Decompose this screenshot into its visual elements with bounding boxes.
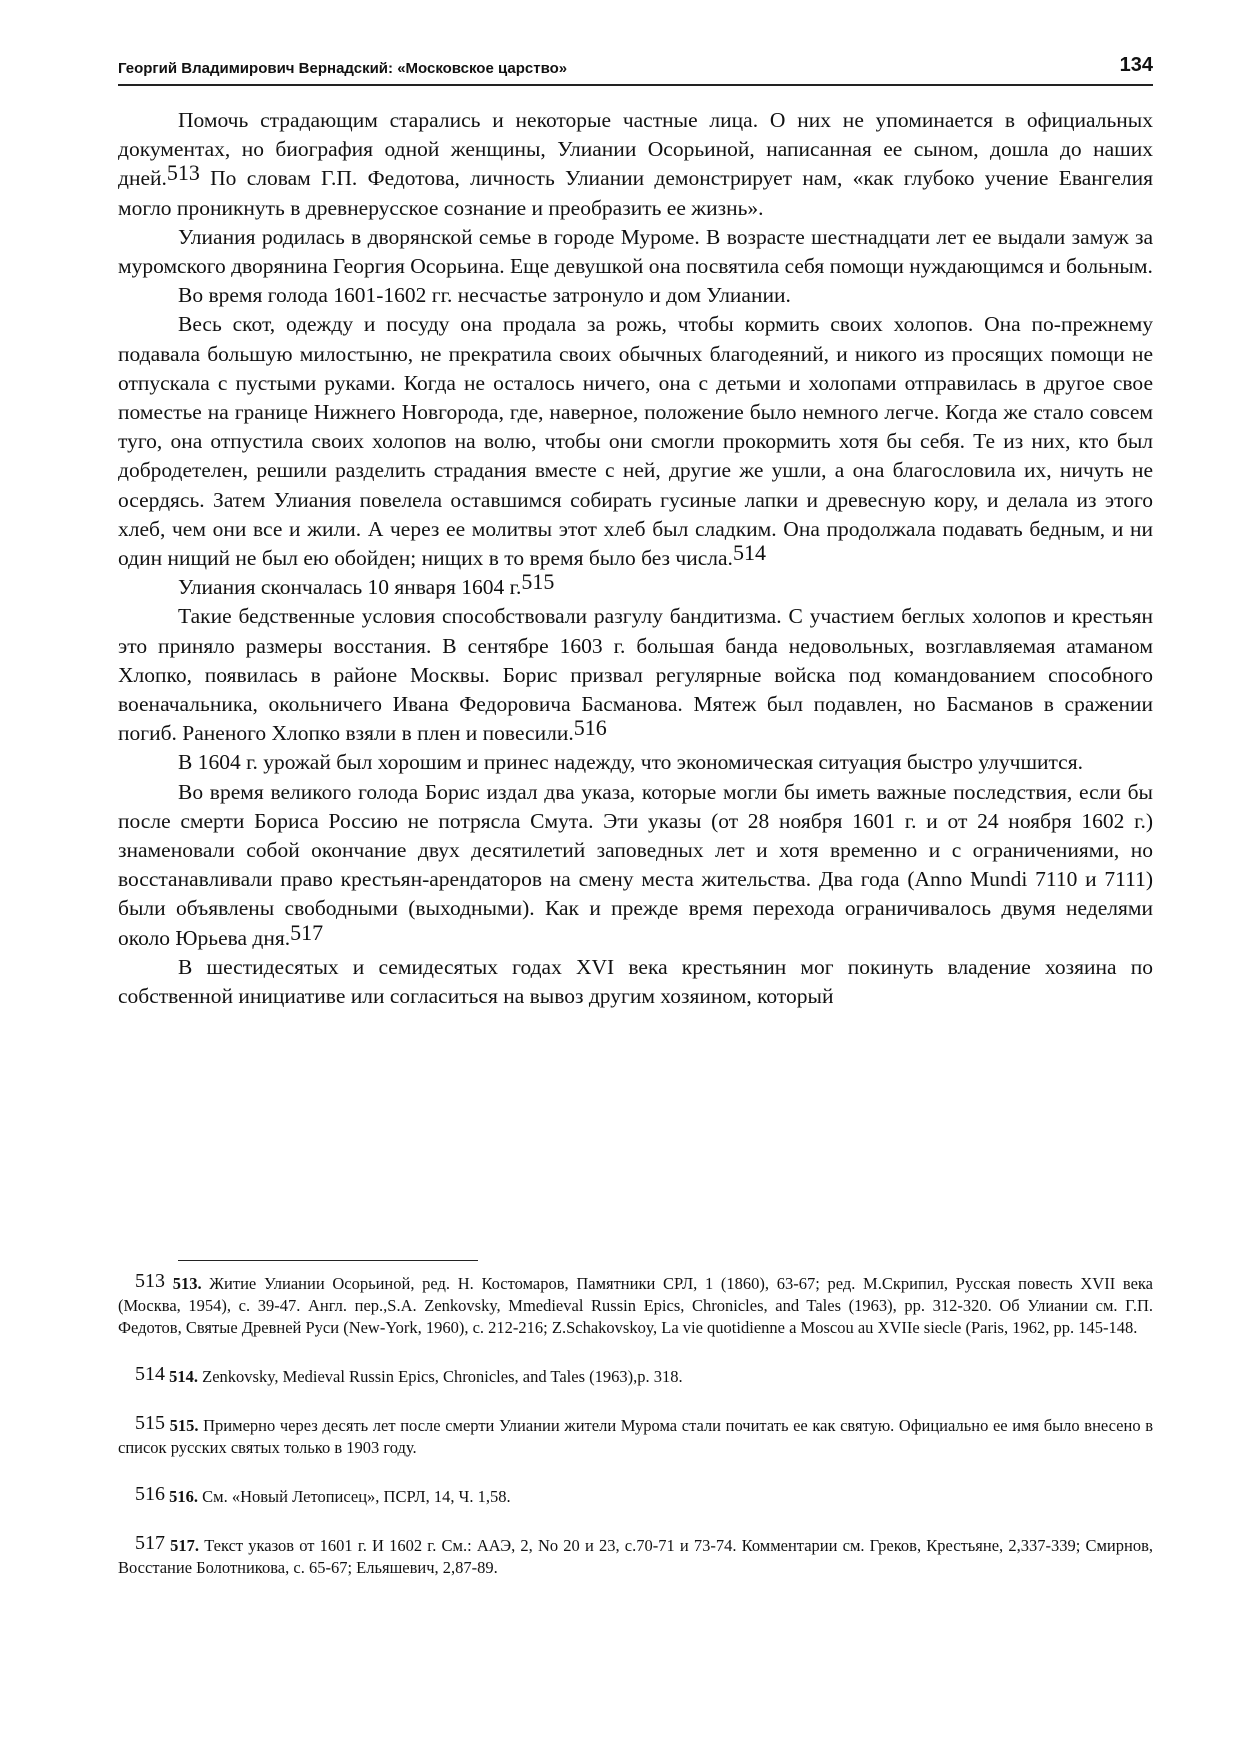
footnote-ref[interactable]: 517	[290, 919, 324, 945]
footnote: 513 513. Житие Улиании Осорьиной, ред. Н. Костомаров, Памятники СРЛ, 1 (1860), 63-67; ред. М.Скрипил, Русская повесть XVII века (Москва, 1954), с. 39-47. Англ. пер.,S.A. Zenkovsky, Mmedieval Russin Epics, Chronicles, and Tales (1963), pp. 312-320. Об Улиании см. Г.П. Федотов, Святые Древней Руси (New-York, 1960), с. 212-216; Z.Schakovskoy, La vie quotidienne a Moscou au XVIIe siecle (Paris, 1962, pp. 145-148.	[118, 1270, 1154, 1337]
footnote-mark: 516	[135, 1483, 165, 1505]
main-text	[118, 106, 1153, 1011]
footnote: 516 516. См. «Новый Летописец», ПСРЛ, 14, Ч. 1,58.	[135, 1483, 511, 1506]
footnote-separator	[178, 1260, 478, 1261]
footnote-ref[interactable]: 516	[573, 715, 607, 741]
paragraph: В шестидесятых и семидесятых годах XVI века крестьянин мог покинуть владение хозяина по собственной инициативе или согласиться на вывоз другим хозяином, который	[118, 954, 1153, 1009]
footnote-ref[interactable]: 515	[521, 569, 555, 595]
footnote-mark: 517	[135, 1532, 165, 1554]
running-title: Георгий Владимирович Вернадский: «Московское царство»	[118, 60, 568, 77]
paragraph: В 1604 г. урожай был хорошим и принес надежду, что экономическая ситуация быстро улучшится.	[178, 750, 1083, 775]
paragraph: Весь скот, одежду и посуду она продала за рожь, чтобы кормить своих холопов. Она по-прежнему подавала большую милостыню, не прекратила своих обычных благодеяний, и никого из просящих помощи не отпускала с пустыми руками. Когда не осталось ничего, она с детьми и холопами отправилась в другое свое поместье на границе Нижнего Новгорода, где, наверное, положение было немного легче. Когда же стало совсем туго, она отпустила своих холопов на волю, чтобы они смогли прокормить хотя бы себя. Те из них, кто был добродетелен, решили разделить страдания вместе с ней, другие же ушли, а она благословила их, ничуть не осердясь. Затем Улиания повелела оставшимся собирать гусиные лапки и древесную кору, и делала из этого хлеб, чем они все и жили. А через ее молитвы этот хлеб был сладким. Она продолжала подавать бедным, и ни один нищий не был ею обойден; нищих в то время было без числа.514	[118, 312, 1153, 571]
footnote: 517 517. Текст указов от 1601 г. И 1602 г. См.: ААЭ, 2, No 20 и 23, с.70-71 и 73-74. Комментарии см. Греков, Крестьяне, 2,337-339; Смирнов, Восстание Болотникова, с. 65-67; Ельяшевич, 2,87-89.	[118, 1532, 1153, 1577]
footnote-mark: 513	[135, 1270, 165, 1292]
footnote-ref[interactable]: 514	[732, 540, 766, 566]
page-header	[118, 52, 1153, 86]
footnote-ref[interactable]: 513	[166, 160, 200, 186]
footnotes	[118, 1270, 1153, 1579]
paragraph: Во время голода 1601-1602 гг. несчастье затронуло и дом Улиании.	[178, 283, 791, 308]
paragraph: Улиания родилась в дворянской семье в городе Муроме. В возрасте шестнадцати лет ее выдали замуж за муромского дворянина Георгия Осорьина. Еще девушкой она посвятила себя помощи нуждающимся и больным.	[118, 224, 1153, 279]
paragraph: Такие бедственные условия способствовали разгулу бандитизма. С участием беглых холопов и крестьян это приняло размеры восстания. В сентябре 1603 г. большая банда недовольных, возглавляемая атаманом Хлопко, появилась в районе Москвы. Борис призвал регулярные войска под командованием способного военачальника, окольничего Ивана Федоровича Басманова. Мятеж был подавлен, но Басманов в сражении погиб. Раненого Хлопко взяли в плен и повесили.516	[118, 604, 1153, 746]
paragraph: Помочь страдающим старались и некоторые частные лица. О них не упоминается в официальных документах, но биография одной женщины, Улиании Осорьиной, написанная ее сыном, дошла до наших дней.513 По словам Г.П. Федотова, личность Улиании демонстрирует нам, «как глубоко учение Евангелия могло проникнуть в древнерусское сознание и преобразить ее жизнь».	[118, 108, 1153, 220]
paragraph: Улиания скончалась 10 января 1604 г.515	[178, 569, 555, 600]
footnote-mark: 514	[135, 1363, 165, 1385]
footnote-mark: 515	[135, 1412, 165, 1434]
footnote: 514 514. Zenkovsky, Medieval Russin Epics, Chronicles, and Tales (1963),p. 318.	[135, 1363, 683, 1386]
footnote: 515 515. Примерно через десять лет после смерти Улиании жители Мурома стали почитать ее как святую. Официально ее имя было внесено в список русских святых только в 1903 году.	[118, 1412, 1153, 1457]
paragraph: Во время великого голода Борис издал два указа, которые могли бы иметь важные последствия, если бы после смерти Бориса Россию не потрясла Смута. Эти указы (от 28 ноября 1601 г. и от 24 ноября 1602 г.) знаменовали собой окончание двух десятилетий заповедных лет и хотя временно и с ограничениями, но восстанавливали право крестьян-арендаторов на смену места жительства. Два года (Anno Mundi 7110 и 7111) были объявлены свободными (выходными). Как и прежде время перехода ограничивалось двумя неделями около Юрьева дня.517	[118, 779, 1153, 950]
page-number: 134	[1119, 54, 1153, 76]
